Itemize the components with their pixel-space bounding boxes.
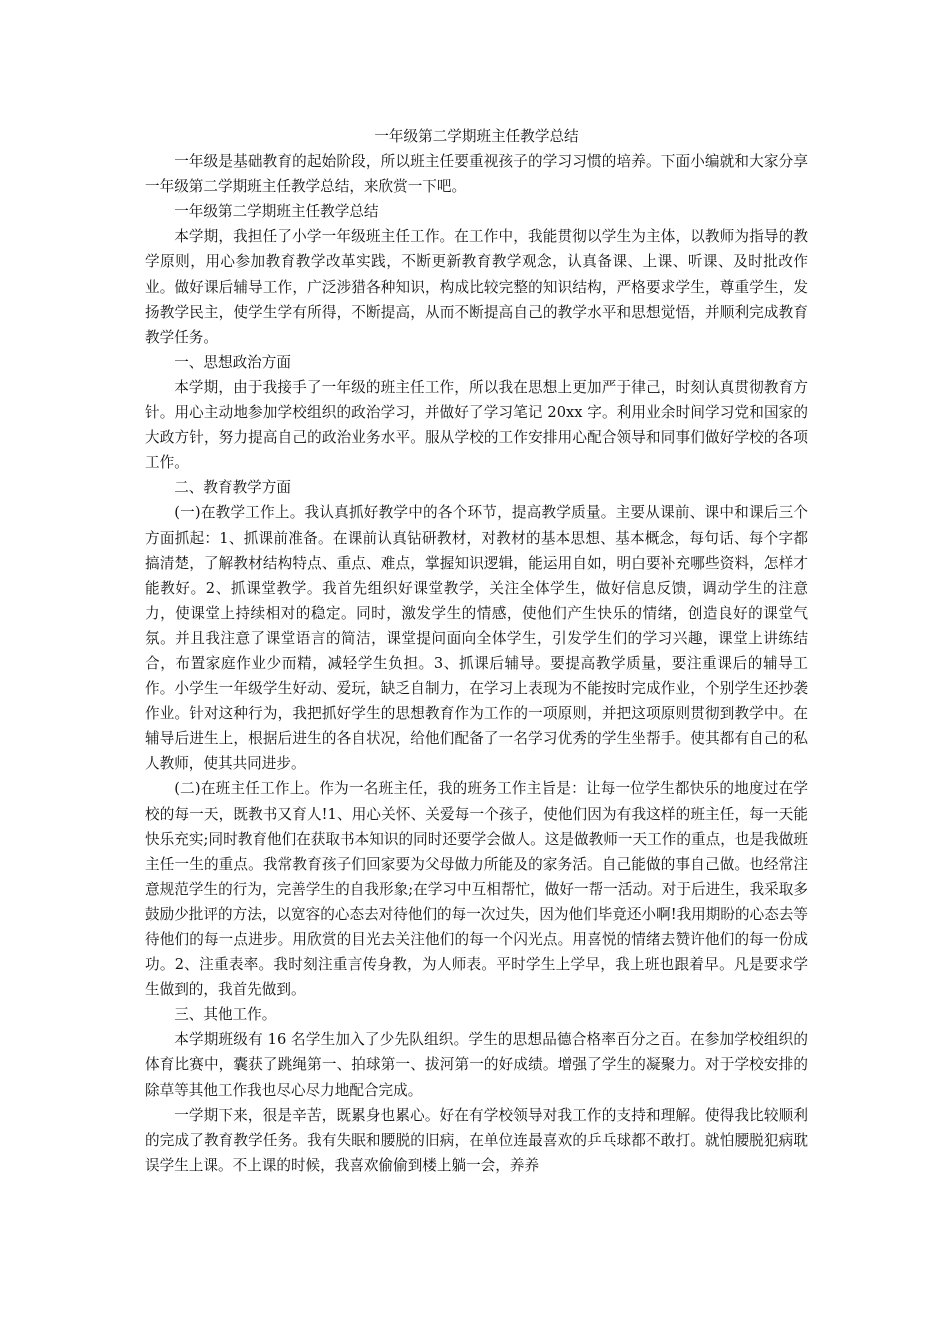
document-page [145,124,808,1178]
subtitle-paragraph: 一年级第二学期班主任教学总结 [174,203,379,221]
body-paragraph: (一)在教学工作上。我认真抓好教学中的各个环节，提高教学质量。主要从课前、课中和课后三个方面抓起：1、抓课前准备。在课前认真钻研教材，对教材的基本思想、基本概念，每句话、每个字都搞清楚，了解教材结构特点、重点、难点，掌握知识逻辑，能运用自如，明白要补充哪些资料，怎样才能教好。2、抓课堂教学。我首先组织好课堂教学，关注全体学生，做好信息反馈，调动学生的注意力，使课堂上持续相对的稳定。同时，激发学生的情感，使他们产生快乐的情绪，创造良好的课堂气氛。并且我注意了课堂语言的简洁，课堂提问面向全体学生，引发学生们的学习兴趣，课堂上讲练结合，布置家庭作业少而精，减轻学生负担。3、抓课后辅导。要提高教学质量，要注重课后的辅导工作。小学生一年级学生好动、爱玩，缺乏自制力，在学习上表现为不能按时完成作业，个别学生还抄袭作业。针对这种行为，我把抓好学生的思想教育作为工作的一项原则，并把这项原则贯彻到教学中。在辅导后进生上，根据后进生的各自状况，给他们配备了一名学习优秀的学生坐帮手。使其都有自己的私人教师，使其共同进步。 [145,504,808,773]
body-paragraph: 本学期，由于我接手了一年级的班主任工作，所以我在思想上更加严于律己，时刻认真贯彻教育方针。用心主动地参加学校组织的政治学习，并做好了学习笔记 20xx 字。利用业余时间学习党和国家的大政方针，努力提高自己的政治业务水平。服从学校的工作安排用心配合领导和同事们做好学校的各项工作。 [145,378,808,472]
section-heading-politics: 一、思想政治方面 [174,353,291,371]
section-heading-teaching: 二、教育教学方面 [174,479,291,497]
body-paragraph: 本学期，我担任了小学一年级班主任工作。在工作中，我能贯彻以学生为主体，以教师为指导的教学原则，用心参加教育教学改革实践，不断更新教育教学观念，认真备课、上课、听课、及时批改作业。做好课后辅导工作，广泛涉猎各种知识，构成比较完整的知识结构，严格要求学生，尊重学生，发扬教学民主，使学生学有所得，不断提高，从而不断提高自己的教学水平和思想觉悟，并顺利完成教育教学任务。 [145,228,808,346]
body-paragraph: 本学期班级有 16 名学生加入了少先队组织。学生的思想品德合格率百分之百。在参加学校组织的体育比赛中，囊获了跳绳第一、拍球第一、拔河第一的好成绩。增强了学生的凝聚力。对于学校安排的除草等其他工作我也尽心尽力地配合完成。 [145,1031,808,1099]
document-title: 一年级第二学期班主任教学总结 [374,128,579,145]
body-paragraph: 一学期下来，很是辛苦，既累身也累心。好在有学校领导对我工作的支持和理解。使得我比较顺利的完成了教育教学任务。我有失眠和腰脱的旧病，在单位连最喜欢的乒乓球都不敢打。就怕腰脱犯病耽误学生上课。不上课的时候，我喜欢偷偷到楼上躺一会，养养 [145,1106,808,1174]
body-paragraph: (二)在班主任工作上。作为一名班主任，我的班务工作主旨是：让每一位学生都快乐的地度过在学校的每一天，既教书又育人!1、用心关怀、关爱每一个孩子，使他们因为有我这样的班主任，每一天能快乐充实;同时教育他们在获取书本知识的同时还要学会做人。这是做教师一天工作的重点，也是我做班主任一生的重点。我常教育孩子们回家要为父母做力所能及的家务活。自己能做的事自己做。也经常注意规范学生的行为，完善学生的自我形象;在学习中互相帮忙，做好一帮一活动。对于后进生，我采取多鼓励少批评的方法，以宽容的心态去对待他们的每一次过失，因为他们毕竟还小啊!我用期盼的心态去等待他们的每一点进步。用欣赏的目光去关注他们的每一个闪光点。用喜悦的情绪去赞许他们的每一份成功。2、注重表率。我时刻注重言传身教，为人师表。平时学生上学早，我上班也跟着早。凡是要求学生做到的，我首先做到。 [145,780,808,999]
intro-paragraph: 一年级是基础教育的起始阶段，所以班主任要重视孩子的学习习惯的培养。下面小编就和大家分享一年级第二学期班主任教学总结，来欣赏一下吧。 [145,153,808,196]
section-heading-other: 三、其他工作。 [174,1006,277,1024]
